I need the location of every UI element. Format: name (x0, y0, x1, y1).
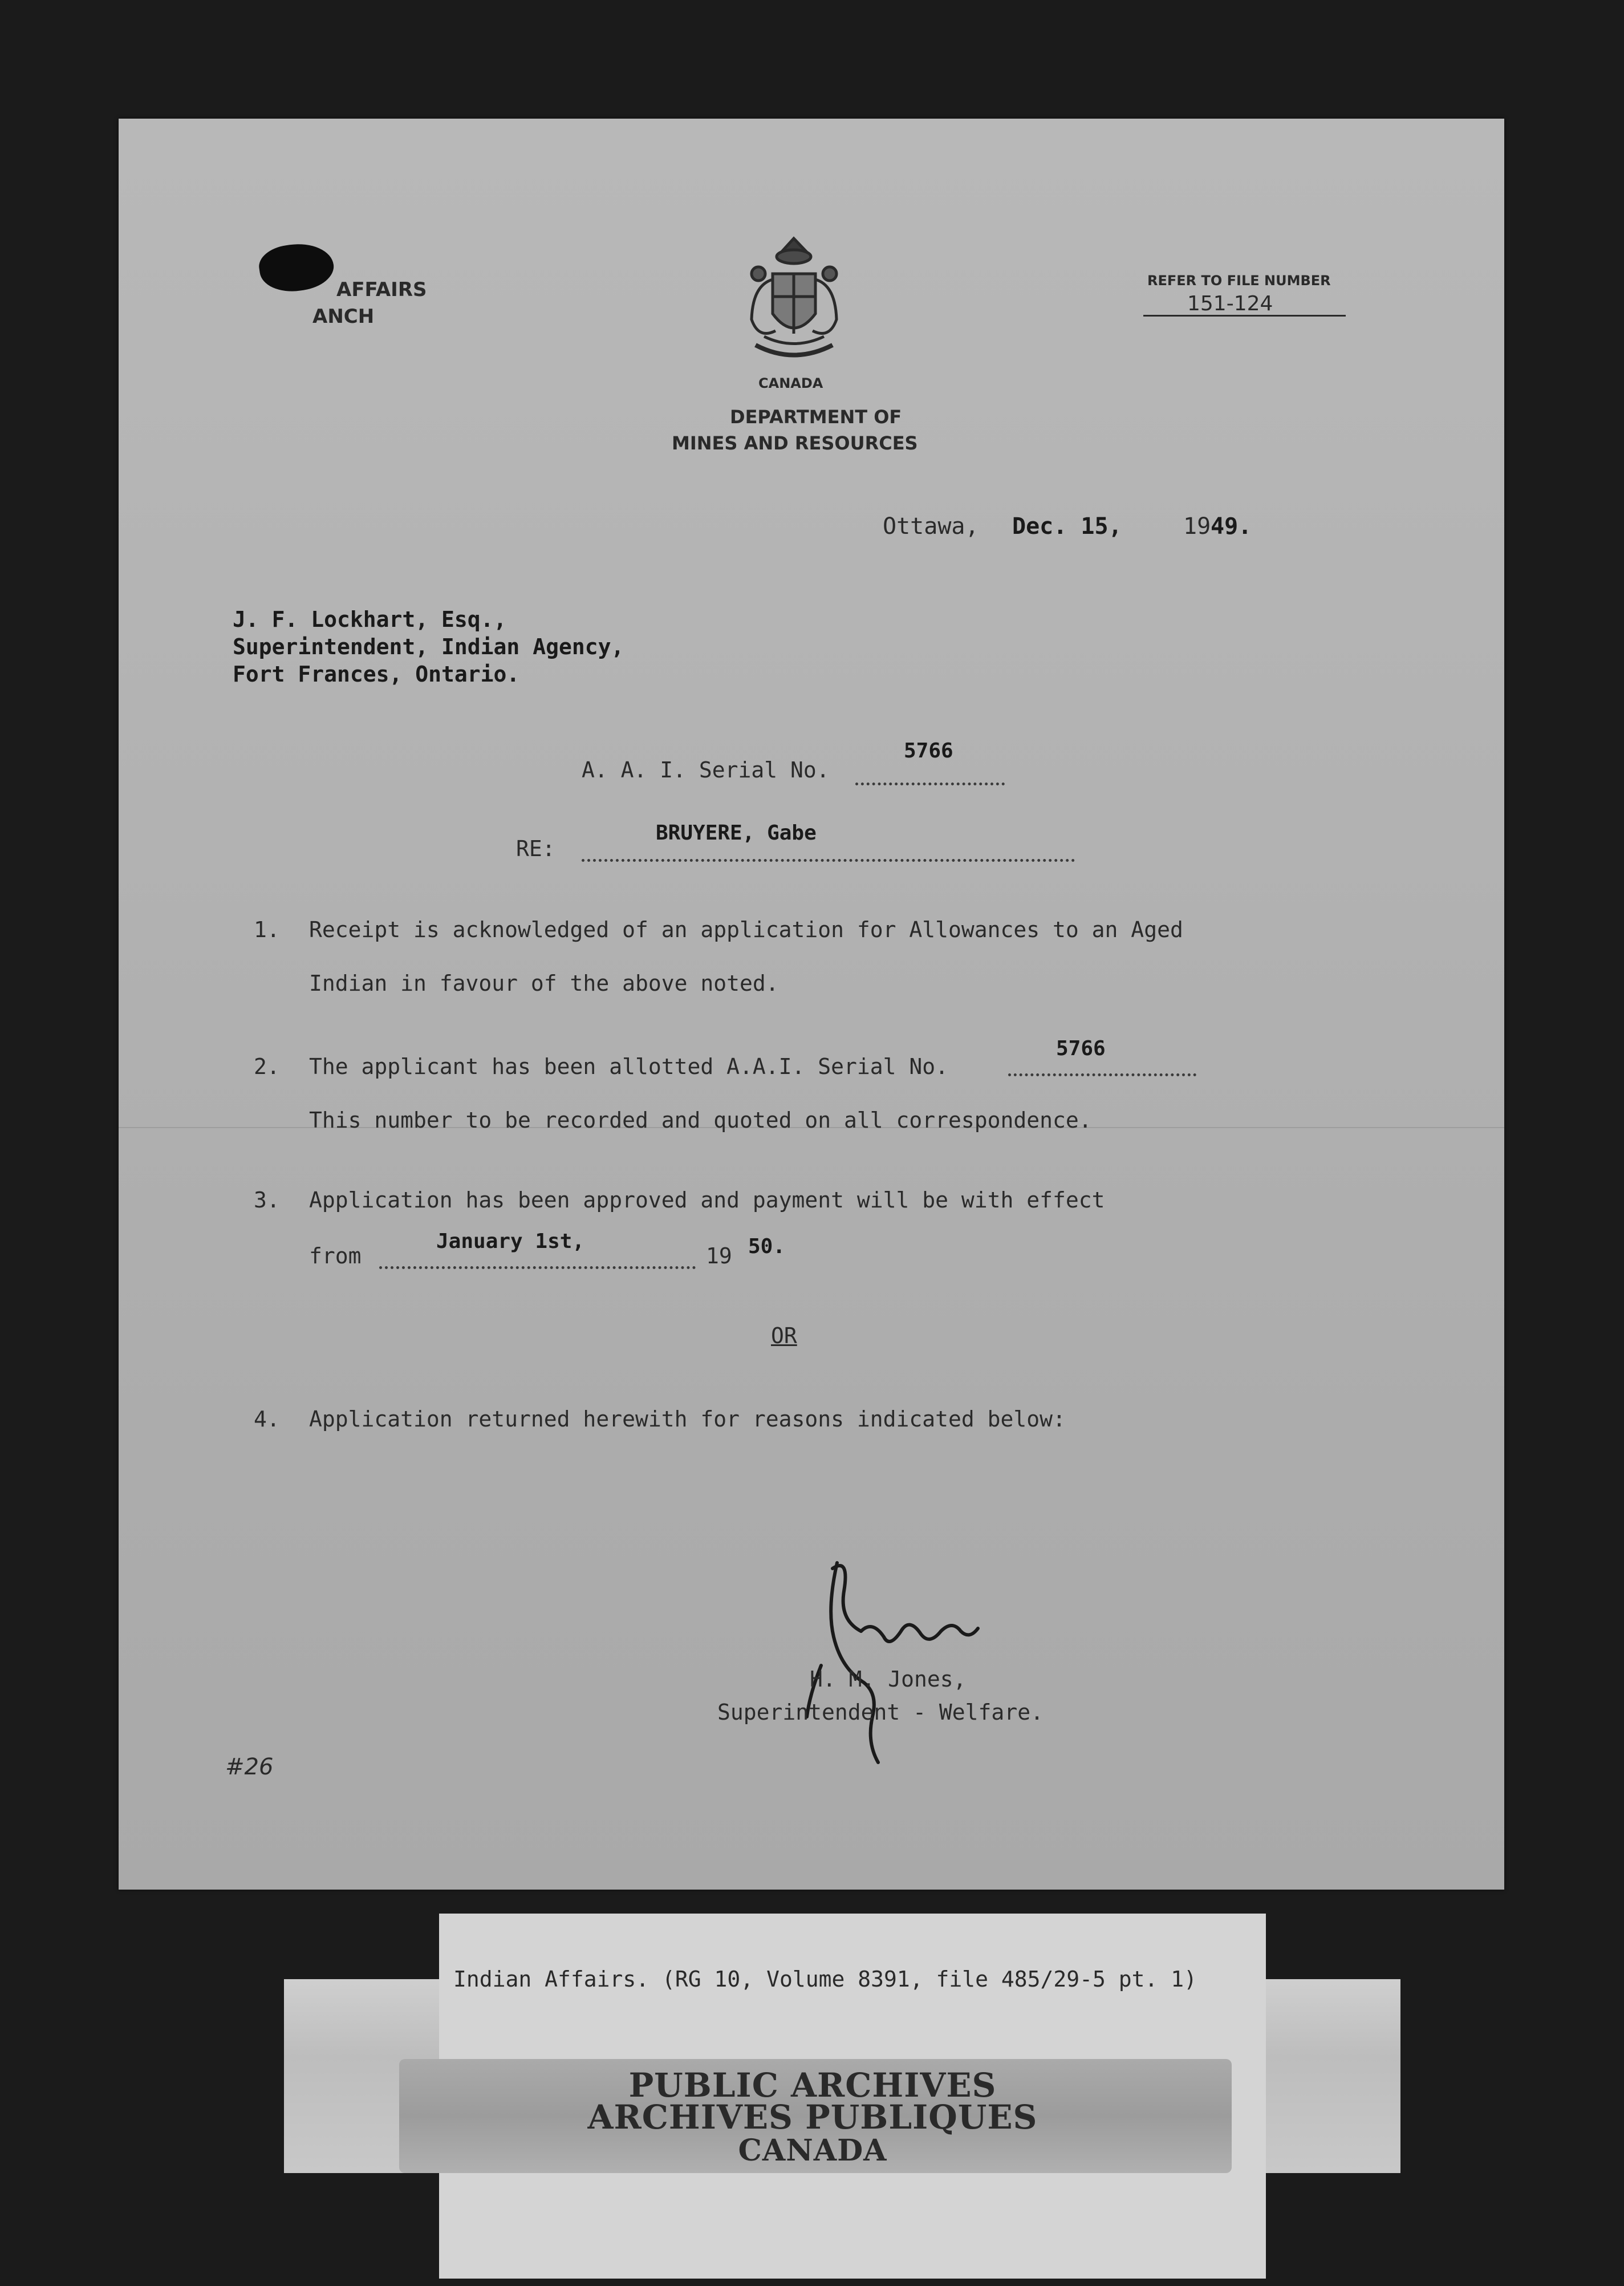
addressee-block (233, 606, 624, 688)
serial-label: A. A. I. Serial No. (582, 757, 830, 783)
paragraph-3-year-suffix: 50. (748, 1235, 786, 1258)
re-value: BRUYERE, Gabe (656, 821, 817, 845)
signatory-name: H. M. Jones, (810, 1667, 967, 1692)
paragraph-1-number: 1. (254, 917, 280, 942)
addressee-line-1: J. F. Lockhart, Esq., (233, 607, 507, 632)
serial-value: 5766 (904, 739, 953, 763)
archive-stamp-line-2: ARCHIVES PUBLIQUES (587, 2098, 1038, 2137)
handwritten-signature (787, 1546, 1004, 1774)
paragraph-4-line-1: Application returned herewith for reasons indicated below: (309, 1407, 1066, 1432)
archive-stamp-line-3: CANADA (738, 2133, 887, 2168)
date-year-prefix: 19 (1183, 513, 1211, 540)
corner-note: #26 (225, 1754, 274, 1780)
paragraph-1-line-2: Indian in favour of the above noted. (309, 971, 779, 996)
paragraph-1-line-1: Receipt is acknowledged of an application for Allowances to an Aged (309, 917, 1183, 942)
archive-stamp-line-1: PUBLIC ARCHIVES (628, 2066, 997, 2105)
paragraph-3-date: January 1st, (436, 1230, 585, 1253)
re-label: RE: (516, 836, 555, 861)
signatory-title: Superintendent - Welfare. (717, 1700, 1044, 1725)
paragraph-3-from: from (309, 1243, 362, 1268)
department-line-1: DEPARTMENT OF (730, 406, 902, 428)
date-year-suffix: 49. (1211, 513, 1252, 540)
archive-reference: Indian Affairs. (RG 10, Volume 8391, file 485/29-5 pt. 1) (453, 1967, 1197, 1992)
paragraph-3-year-prefix: 19 (706, 1243, 732, 1268)
paragraph-2-line-1: The applicant has been allotted A.A.I. Serial No. (309, 1054, 949, 1079)
country-label: CANADA (758, 375, 823, 391)
addressee-line-2: Superintendent, Indian Agency, (233, 634, 624, 659)
paragraph-3-number: 3. (254, 1187, 280, 1213)
addressee-line-3: Fort Frances, Ontario. (233, 662, 520, 687)
or-separator: OR (771, 1323, 797, 1348)
department-line-2: MINES AND RESOURCES (672, 432, 918, 454)
date-place: Ottawa, (883, 513, 979, 540)
branch-line-2: ANCH (312, 305, 375, 328)
date-day: Dec. 15, (1012, 513, 1122, 540)
serial-dotted-line (855, 763, 1005, 785)
paragraph-2-line-2: This number to be recorded and quoted on all correspondence. (309, 1108, 1092, 1133)
coat-of-arms-icon (741, 234, 847, 371)
paragraph-4-number: 4. (254, 1407, 280, 1432)
branch-line-1: AFFAIRS (336, 278, 427, 301)
paragraph-2-number: 2. (254, 1054, 280, 1079)
refer-to-file-label: REFER TO FILE NUMBER (1147, 273, 1331, 289)
paragraph-3-line-1: Application has been approved and payment will be with effect (309, 1187, 1105, 1213)
paragraph-2-serial: 5766 (1056, 1037, 1106, 1060)
file-number: 151-124 (1187, 292, 1273, 315)
